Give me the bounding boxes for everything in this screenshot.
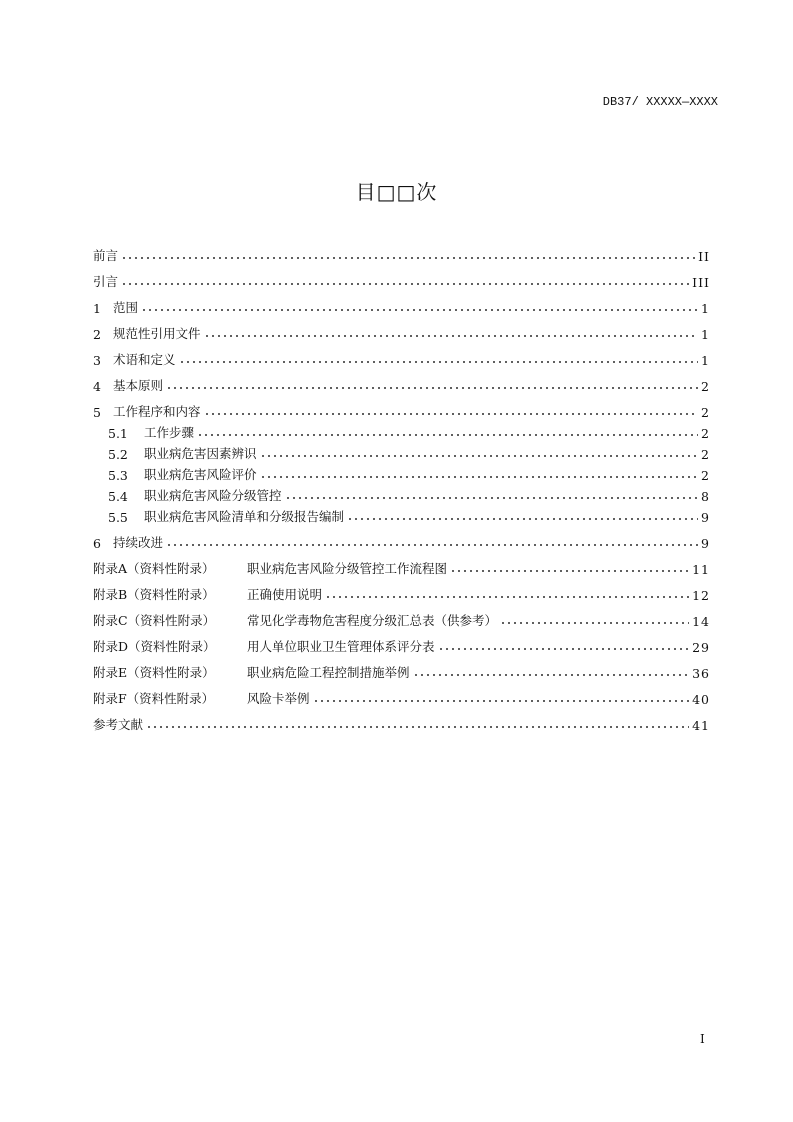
entry-title: 职业病危害因素辨识 bbox=[144, 446, 257, 461]
entry-title: 基本原则 bbox=[113, 378, 164, 393]
appendix-label: 附录D（资料性附录） bbox=[93, 639, 216, 654]
dot-leader bbox=[166, 386, 698, 390]
document-code: DB37/ XXXXX—XXXX bbox=[602, 95, 718, 109]
entry-title: 前言 bbox=[93, 248, 119, 263]
dot-leader bbox=[313, 699, 690, 703]
section-number: 4 bbox=[93, 379, 101, 394]
page-number: I bbox=[700, 1032, 705, 1046]
entry-page: 2 bbox=[701, 379, 710, 394]
dot-leader bbox=[438, 647, 690, 651]
toc-entry[interactable] bbox=[93, 603, 710, 629]
entry-page: III bbox=[692, 275, 710, 290]
toc-entry[interactable] bbox=[93, 655, 710, 681]
table-of-contents bbox=[93, 238, 710, 733]
entry-page: 2 bbox=[701, 468, 710, 483]
entry-title: 职业病危害风险分级管控工作流程图 bbox=[247, 561, 448, 576]
dot-leader bbox=[141, 308, 698, 312]
toc-entry[interactable] bbox=[93, 441, 710, 462]
toc-entry[interactable] bbox=[93, 264, 710, 290]
toc-entry[interactable] bbox=[93, 342, 710, 368]
entry-title: 职业病危害风险评价 bbox=[144, 467, 257, 482]
toc-entry[interactable] bbox=[93, 577, 710, 603]
dot-leader bbox=[413, 673, 690, 677]
entry-page: 1 bbox=[701, 301, 710, 316]
dot-leader bbox=[285, 496, 699, 500]
dot-leader bbox=[121, 282, 689, 286]
appendix-label: 附录F（资料性附录） bbox=[93, 691, 215, 706]
toc-entry[interactable] bbox=[93, 525, 710, 551]
dot-leader bbox=[179, 360, 699, 364]
appendix-label: 附录B（资料性附录） bbox=[93, 587, 215, 602]
appendix-label: 附录C（资料性附录） bbox=[93, 613, 216, 628]
entry-title: 术语和定义 bbox=[113, 352, 176, 367]
section-number: 5.3 bbox=[108, 468, 128, 483]
entry-title: 职业病危害风险清单和分级报告编制 bbox=[144, 509, 345, 524]
toc-entry[interactable] bbox=[93, 290, 710, 316]
dot-leader bbox=[325, 595, 689, 599]
dot-leader bbox=[347, 517, 698, 521]
page-title: 目□□次 bbox=[355, 180, 438, 204]
toc-entry[interactable] bbox=[93, 462, 710, 483]
section-number: 5 bbox=[93, 405, 101, 420]
entry-page: 40 bbox=[692, 692, 710, 707]
entry-title: 引言 bbox=[93, 274, 119, 289]
toc-entry[interactable] bbox=[93, 420, 710, 441]
section-number: 3 bbox=[93, 353, 101, 368]
entry-title: 参考文献 bbox=[93, 717, 144, 732]
toc-entry[interactable] bbox=[93, 238, 710, 264]
entry-title: 范围 bbox=[113, 300, 139, 315]
appendix-label: 附录E（资料性附录） bbox=[93, 665, 215, 680]
entry-page: 8 bbox=[701, 489, 710, 504]
toc-entry[interactable] bbox=[93, 629, 710, 655]
toc-entry[interactable] bbox=[93, 368, 710, 394]
entry-title: 规范性引用文件 bbox=[113, 326, 201, 341]
entry-page: 29 bbox=[692, 640, 710, 655]
toc-entry[interactable] bbox=[93, 707, 710, 733]
toc-entry[interactable] bbox=[93, 394, 710, 420]
dot-leader bbox=[260, 475, 699, 479]
entry-title: 常见化学毒物危害程度分级汇总表（供参考） bbox=[247, 613, 498, 628]
toc-entry[interactable] bbox=[93, 551, 710, 577]
entry-title: 用人单位职业卫生管理体系评分表 bbox=[247, 639, 435, 654]
toc-entry[interactable] bbox=[93, 681, 710, 707]
dot-leader bbox=[197, 433, 698, 437]
dot-leader bbox=[146, 725, 689, 729]
section-number: 6 bbox=[93, 536, 101, 551]
entry-page: 9 bbox=[701, 536, 710, 551]
dot-leader bbox=[166, 543, 698, 547]
toc-entry[interactable] bbox=[93, 483, 710, 504]
entry-page: 2 bbox=[701, 447, 710, 462]
entry-title: 职业病危害风险分级管控 bbox=[144, 488, 282, 503]
entry-page: 2 bbox=[701, 426, 710, 441]
dot-leader bbox=[260, 454, 699, 458]
entry-page: 14 bbox=[692, 614, 710, 629]
section-number: 1 bbox=[93, 301, 101, 316]
dot-leader bbox=[204, 334, 699, 338]
entry-title: 职业病危险工程控制措施举例 bbox=[247, 665, 410, 680]
entry-title: 工作程序和内容 bbox=[113, 404, 201, 419]
dot-leader bbox=[500, 621, 689, 625]
entry-page: 9 bbox=[701, 510, 710, 525]
entry-page: 12 bbox=[692, 588, 710, 603]
section-number: 5.1 bbox=[108, 426, 128, 441]
entry-title: 持续改进 bbox=[113, 535, 164, 550]
entry-title: 工作步骤 bbox=[144, 425, 195, 440]
dot-leader bbox=[121, 256, 695, 260]
entry-page: 41 bbox=[692, 718, 710, 733]
dot-leader bbox=[450, 569, 689, 573]
entry-page: 2 bbox=[701, 405, 710, 420]
section-number: 5.2 bbox=[108, 447, 128, 462]
entry-title: 风险卡举例 bbox=[247, 691, 310, 706]
toc-entry[interactable] bbox=[93, 504, 710, 525]
toc-entry[interactable] bbox=[93, 316, 710, 342]
appendix-label: 附录A（资料性附录） bbox=[93, 561, 215, 576]
entry-page: 1 bbox=[701, 353, 710, 368]
dot-leader bbox=[204, 412, 699, 416]
entry-page: 11 bbox=[692, 562, 710, 577]
entry-page: 1 bbox=[701, 327, 710, 342]
entry-title: 正确使用说明 bbox=[247, 587, 323, 602]
entry-page: 36 bbox=[692, 666, 710, 681]
entry-page: II bbox=[698, 249, 710, 264]
section-number: 5.5 bbox=[108, 510, 128, 525]
section-number: 5.4 bbox=[108, 489, 128, 504]
section-number: 2 bbox=[93, 327, 101, 342]
